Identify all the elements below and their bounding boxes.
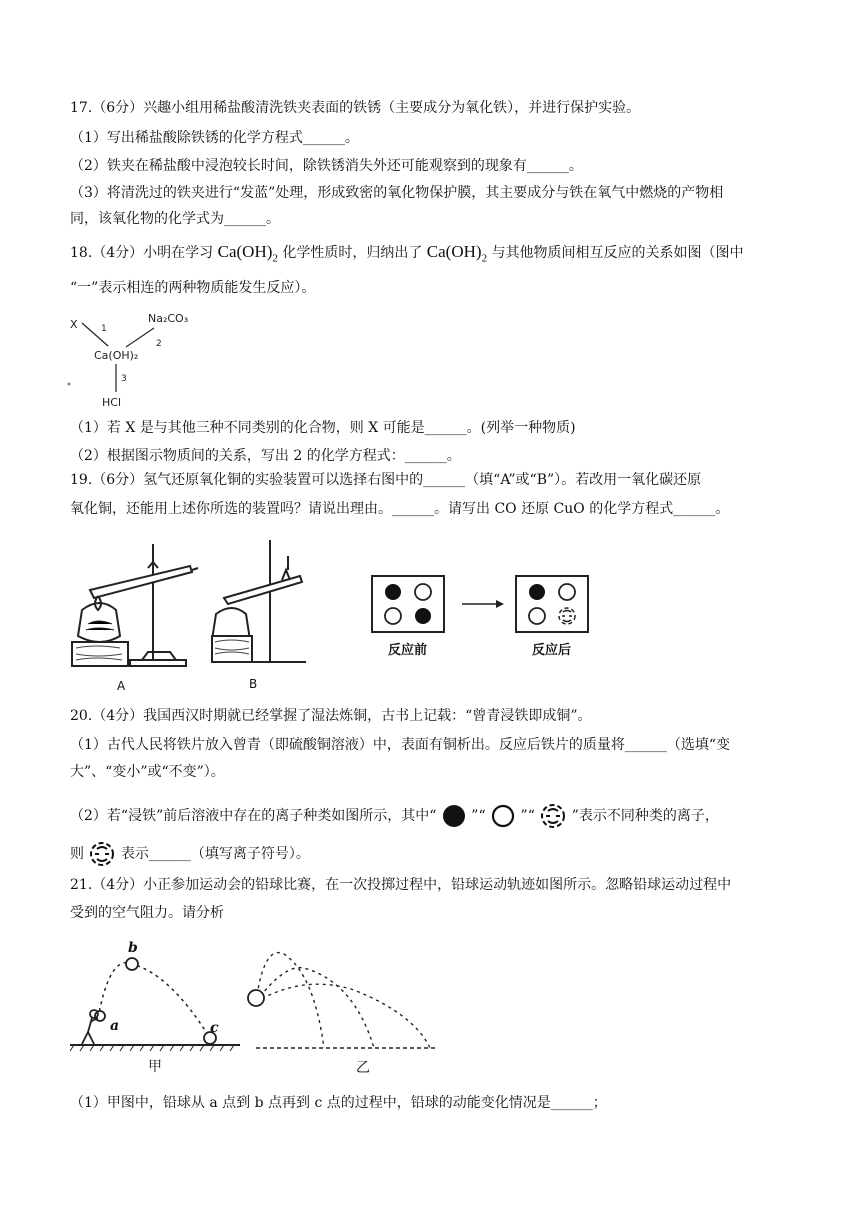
ion-white-icon: [490, 803, 516, 829]
q21-part1: （1）甲图中，铅球从 a 点到 b 点再到 c 点的过程中，铅球的动能变化情况是______；: [70, 1095, 607, 1111]
diagram-num-1: 1: [101, 324, 107, 334]
q18-relation-diagram: [64, 306, 214, 414]
ion-black-after: [529, 584, 545, 600]
label-yi: 乙: [356, 1060, 370, 1074]
q21-stem-b: 受到的空气阻力。请分析: [70, 905, 224, 921]
q20-p2-text-a: （2）若“浸铁”前后溶液中存在的离子种类如图所示，其中“: [70, 808, 437, 824]
ion-white-before-2: [385, 608, 401, 624]
test-tube-b: [224, 576, 302, 604]
ion-comparison: [368, 572, 608, 664]
q18-formula-1: [217, 242, 278, 265]
q18-formula-sub: 2: [272, 252, 278, 265]
ion-white-after-1: [559, 584, 575, 600]
apparatus-b: [210, 536, 320, 694]
diagram-x-label: X: [70, 318, 78, 331]
q18-part2: （2）根据图示物质间的关系，写出 2 的化学方程式：______。: [70, 448, 461, 464]
q20-p2-text-f: 表示______（填写离子符号）。: [120, 846, 310, 862]
q18-stem-b: 化学性质时，归纳出了: [282, 245, 423, 261]
stand-base-a: [130, 660, 186, 666]
q20-part2: [70, 802, 800, 830]
label-b: B: [249, 677, 258, 691]
q18-stem-2: “一”表示相连的两种物质能发生反应）。: [70, 280, 316, 296]
q21-stem-a: 21.（4分）小正参加运动会的铅球比赛，在一次投掷过程中，铅球运动轨迹如图所示。忽略铅球运动过程中: [70, 877, 732, 893]
ball-b: [126, 958, 138, 970]
ion-black-before-2: [415, 608, 431, 624]
q18-stem-a: 18.（4分）小明在学习: [70, 245, 214, 261]
q18-formula-2: [426, 242, 488, 265]
ball-yi: [248, 990, 264, 1006]
ion-white-before-1: [415, 584, 431, 600]
arrow-head: [496, 600, 504, 608]
q18-formula-text-2: Ca(OH): [426, 242, 482, 261]
ion-black-before-1: [385, 584, 401, 600]
ion-new-icon: [539, 802, 567, 830]
diagram-num-3: 3: [121, 374, 127, 384]
diagram-hcl-label: HCl: [102, 396, 122, 409]
ion-new-icon-2: [88, 840, 116, 868]
trajectory-a: [256, 953, 324, 1048]
q17-part3b: 同，该氧化物的化学式为______。: [70, 211, 280, 227]
label-a: A: [117, 679, 126, 693]
stand-foot-a: [142, 652, 176, 660]
trajectory-c: [256, 984, 430, 1048]
q17-part1: （1）写出稀盐酸除铁锈的化学方程式______。: [70, 130, 359, 146]
q20-part1b: 大”、“变小”或“不变”）。: [70, 764, 225, 780]
diagram-na2co3-label: Na₂CO₃: [148, 312, 189, 325]
ion-white-after-2: [529, 608, 545, 624]
figure-jia: [70, 934, 245, 1074]
diagram-center-label: Ca(OH)₂: [94, 349, 139, 362]
label-after: 反应后: [532, 643, 572, 658]
box-before: [372, 576, 444, 632]
diagram-num-2: 2: [156, 339, 162, 349]
q20-p2-text-d: ”表示不同种类的离子，: [571, 808, 719, 824]
q19-stem-a: 19.（6分）氢气还原氧化铜的实验装置可以选择右图中的______（填“A”或“B”）。若改用一氧化碳还原: [70, 472, 702, 488]
q18-formula-text: Ca(OH): [217, 242, 273, 261]
figure-yi: [244, 934, 440, 1074]
apparatus-a: [70, 538, 200, 694]
q20-stem: 20.（4分）我国西汉时期就已经掌握了湿法炼铜，古书上记载：“曾青浸铁即成铜”。: [70, 708, 592, 724]
q18-part1: （1）若 X 是与其他三种不同类别的化合物，则 X 可能是______。(列举一种物质): [70, 420, 576, 436]
q19-stem-b: 氧化铜，还能用上述你所选的装置吗？请说出理由。______。请写出 CO 还原 CuO 的化学方程式______。: [70, 501, 730, 517]
test-tube-a: [90, 566, 192, 598]
label-point-b: b: [128, 940, 138, 956]
tube-mouth-a: [192, 568, 198, 570]
ion-black-icon: [441, 803, 467, 829]
clamp-b: [282, 570, 290, 580]
q20-p2-text-b: ”“: [471, 808, 486, 824]
label-point-a: a: [110, 1018, 120, 1034]
q17-part3a: （3）将清洗过的铁夹进行“发蓝”处理，形成致密的氧化物保护膜，其主要成分与铁在氧气中燃烧的产物相: [70, 185, 724, 201]
label-jia: 甲: [148, 1059, 162, 1074]
label-before: 反应前: [388, 643, 428, 658]
q17-part2: （2）铁夹在稀盐酸中浸泡较长时间，除铁锈消失外还可能观察到的现象有______。: [70, 158, 583, 174]
diagram-dot: [68, 383, 71, 386]
q20-p2-text-c: ”“: [520, 808, 535, 824]
q17-stem: 17.（6分）兴趣小组用稀盐酸清洗铁夹表面的铁锈（主要成分为氧化铁），并进行保护实验。: [70, 100, 641, 116]
q18-formula-sub-2: 2: [481, 252, 488, 265]
trajectory-b: [256, 968, 374, 1048]
q20-p2-text-e: 则: [70, 846, 84, 862]
box-after: [516, 576, 588, 632]
diagram-line-2: [126, 328, 154, 347]
q20-part1a: （1）古代人民将铁片放入曾青（即硫酸铜溶液）中，表面有铜析出。反应后铁片的质量将______（选填“变: [70, 737, 731, 753]
q18-stem-c: 与其他物质间相互反应的关系如图（图中: [491, 245, 744, 261]
label-point-c: c: [210, 1020, 219, 1036]
q18-stem: [70, 242, 800, 268]
q20-part2b: [70, 840, 800, 868]
